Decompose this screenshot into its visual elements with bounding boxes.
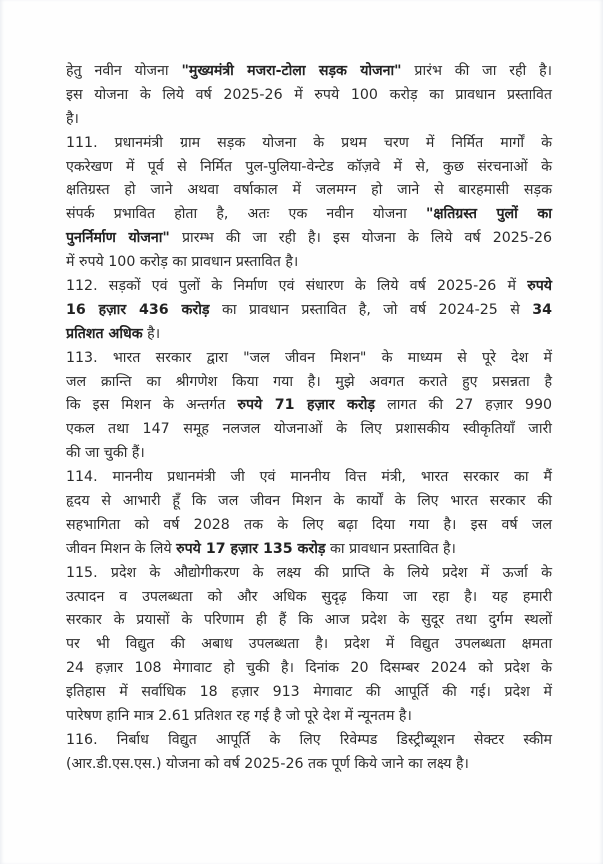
bold-text: रुपये 71 हज़ार करोड़ xyxy=(237,397,376,414)
text-line xyxy=(66,347,552,371)
text-line xyxy=(66,394,552,418)
text-run: लागत की 27 हज़ार 990 xyxy=(375,397,553,414)
text-line xyxy=(66,108,552,132)
text-run: 24 हज़ार 108 मेगावाट हो चुकी है। दिनांक 20 दिसम्बर 2024 को प्रदेश के xyxy=(66,660,552,677)
bold-text: रुपये 17 हज़ार 135 करोड़ xyxy=(176,540,326,557)
text-line xyxy=(66,490,552,514)
text-line xyxy=(66,562,552,586)
text-run: प्रारंभ की जा रही है। xyxy=(401,63,552,79)
text-line xyxy=(66,275,552,299)
line-content xyxy=(66,586,552,610)
bold-text: प्रतिशत अधिक xyxy=(66,325,143,342)
text-run: जीवन मिशन के लिये xyxy=(66,540,177,557)
text-run: का प्रावधान प्रस्तावित है। xyxy=(325,540,456,557)
line-content xyxy=(66,418,552,442)
document-body xyxy=(66,60,552,777)
paragraph-para-114 xyxy=(66,466,552,562)
paragraph-para-115 xyxy=(66,562,552,729)
text-line xyxy=(66,609,552,633)
text-run: सरकार के प्रयासों के परिणाम ही हैं कि आज प्रदेश के सुदूर तथा दुर्गम स्थलों xyxy=(66,612,552,629)
text-line xyxy=(66,323,552,347)
text-run: इतिहास में सर्वाधिक 18 हज़ार 913 मेगावाट की आपूर्ति की गई। प्रदेश में xyxy=(66,684,552,701)
line-content xyxy=(66,562,552,586)
text-line xyxy=(66,299,552,323)
text-line xyxy=(66,657,552,681)
text-line xyxy=(66,633,552,657)
line-content xyxy=(66,394,552,418)
text-run: 115. प्रदेश के औद्योगीकरण के लक्ष्य की प्राप्ति के लिये प्रदेश में ऊर्जा के xyxy=(66,564,552,581)
text-run: 116. निर्बाध विद्युत आपूर्ति के लिए रिवेम्पड डिस्ट्रीब्यूशन सेक्टर स्कीम xyxy=(66,731,552,748)
line-content xyxy=(66,323,552,347)
paragraph-para-111 xyxy=(66,132,552,275)
text-run: सहभागिता को वर्ष 2028 तक के लिए बढ़ा दिया गया है। इस वर्ष जल xyxy=(66,516,552,533)
text-run: हृदय से आभारी हूँ कि जल जीवन मिशन के कार्यों के लिए भारत सरकार की xyxy=(66,493,552,510)
text-run: इस योजना के लिये वर्ष 2025-26 में रुपये 100 करोड़ का प्रावधान प्रस्तावित xyxy=(66,86,552,103)
text-run: 113. भारत सरकार द्वारा "जल जीवन मिशन" के माध्यम से पूरे देश में xyxy=(66,349,552,366)
text-line xyxy=(66,203,552,227)
text-run: पर भी विद्युत की अबाध उपलब्धता है। प्रदेश में विद्युत उपलब्धता क्षमता xyxy=(66,636,552,653)
line-content xyxy=(66,466,552,490)
bold-text: "क्षतिग्रस्त पुलों का xyxy=(425,206,552,223)
bold-text: "मुख्यमंत्री मजरा-टोला सड़क योजना" xyxy=(181,63,402,79)
line-content xyxy=(66,657,552,681)
line-content xyxy=(66,84,552,108)
line-content xyxy=(66,60,552,84)
text-run: एकल तथा 147 समूह नलजल योजनाओं के लिए प्रशासकीय स्वीकृतियाँ जारी xyxy=(66,421,552,438)
text-run: है। xyxy=(142,325,161,342)
text-line xyxy=(66,538,552,562)
paragraph-para-113 xyxy=(66,347,552,466)
text-line xyxy=(66,586,552,610)
text-run: प्रारम्भ की जा रही है। इस योजना के लिये वर्ष 2025-26 xyxy=(169,230,552,247)
text-line xyxy=(66,371,552,395)
text-line xyxy=(66,156,552,180)
text-line xyxy=(66,418,552,442)
text-run: 112. सड़कों एवं पुलों के निर्माण एवं संधारण के लिये वर्ष 2025-26 में xyxy=(66,278,528,295)
text-run: (आर.डी.एस.एस.) योजना को वर्ष 2025-26 तक पूर्ण किये जाने का लक्ष्य है। xyxy=(66,755,469,772)
text-run: 114. माननीय प्रधानमंत्री जी एवं माननीय वित्त मंत्री, भारत सरकार का मैं xyxy=(66,469,552,486)
line-content xyxy=(66,753,552,777)
text-run: का प्रावधान प्रस्तावित है, जो वर्ष 2024-25 से xyxy=(209,301,533,318)
text-run: क्षतिग्रस्त हो जाने अथवा वर्षाकाल में जलमग्न हो जाने से बारहमासी सड़क xyxy=(66,182,552,199)
line-content xyxy=(66,179,552,203)
line-content xyxy=(66,275,552,299)
line-content xyxy=(66,251,552,275)
line-content xyxy=(66,132,552,156)
text-run: जल क्रान्ति का श्रीगणेश किया गया है। मुझे अवगत कराते हुए प्रसन्नता है xyxy=(66,373,552,390)
text-line xyxy=(66,705,552,729)
text-line xyxy=(66,132,552,156)
text-line xyxy=(66,466,552,490)
text-run: की जा चुकी हैं। xyxy=(66,445,145,462)
paragraph-para-116 xyxy=(66,729,552,777)
line-content xyxy=(66,729,552,753)
line-content xyxy=(66,705,552,729)
text-run: हेतु नवीन योजना xyxy=(66,63,182,79)
line-content xyxy=(66,538,552,562)
text-line xyxy=(66,84,552,108)
line-content xyxy=(66,633,552,657)
paragraph-para-112 xyxy=(66,275,552,347)
bold-text: पुनर्निर्माण योजना" xyxy=(66,230,170,247)
text-line xyxy=(66,442,552,466)
line-content xyxy=(66,156,552,180)
line-content xyxy=(66,442,552,466)
text-line xyxy=(66,251,552,275)
line-content xyxy=(66,227,552,251)
line-content xyxy=(66,371,552,395)
text-run: में रुपये 100 करोड़ का प्रावधान प्रस्तावित है। xyxy=(66,254,299,271)
text-run: 111. प्रधानमंत्री ग्राम सड़क योजना के प्रथम चरण में निर्मित मार्गों के xyxy=(66,134,552,151)
text-run: संपर्क प्रभावित होता है, अतः एक नवीन योजना xyxy=(66,206,426,223)
bold-text: रुपये xyxy=(527,278,552,295)
line-content xyxy=(66,203,552,227)
line-content xyxy=(66,609,552,633)
text-line xyxy=(66,227,552,251)
text-line xyxy=(66,753,552,777)
line-content xyxy=(66,108,552,132)
text-line xyxy=(66,729,552,753)
bold-text: 34 xyxy=(532,301,552,318)
text-line xyxy=(66,681,552,705)
text-line xyxy=(66,514,552,538)
line-content xyxy=(66,299,552,323)
text-run: एकरेखण में पूर्व से निर्मित पुल-पुलिया-वेन्टेड कॉज़वे में से, कुछ संरचनाओं के xyxy=(66,158,552,175)
text-run: है। xyxy=(66,110,79,127)
text-line xyxy=(66,179,552,203)
text-run: उत्पादन व उपलब्धता को और अधिक सुदृढ़ किया जा रहा है। यह हमारी xyxy=(66,588,552,605)
text-run: पारेषण हानि मात्र 2.61 प्रतिशत रह गई है जो पूरे देश में न्यूनतम है। xyxy=(66,708,412,725)
bold-text: 16 हज़ार 436 करोड़ xyxy=(66,301,210,318)
line-content xyxy=(66,490,552,514)
line-content xyxy=(66,681,552,705)
text-run: कि इस मिशन के अन्तर्गत xyxy=(66,397,238,414)
text-line xyxy=(66,60,552,84)
line-content xyxy=(66,347,552,371)
line-content xyxy=(66,514,552,538)
paragraph-intro-continuation xyxy=(66,60,552,132)
